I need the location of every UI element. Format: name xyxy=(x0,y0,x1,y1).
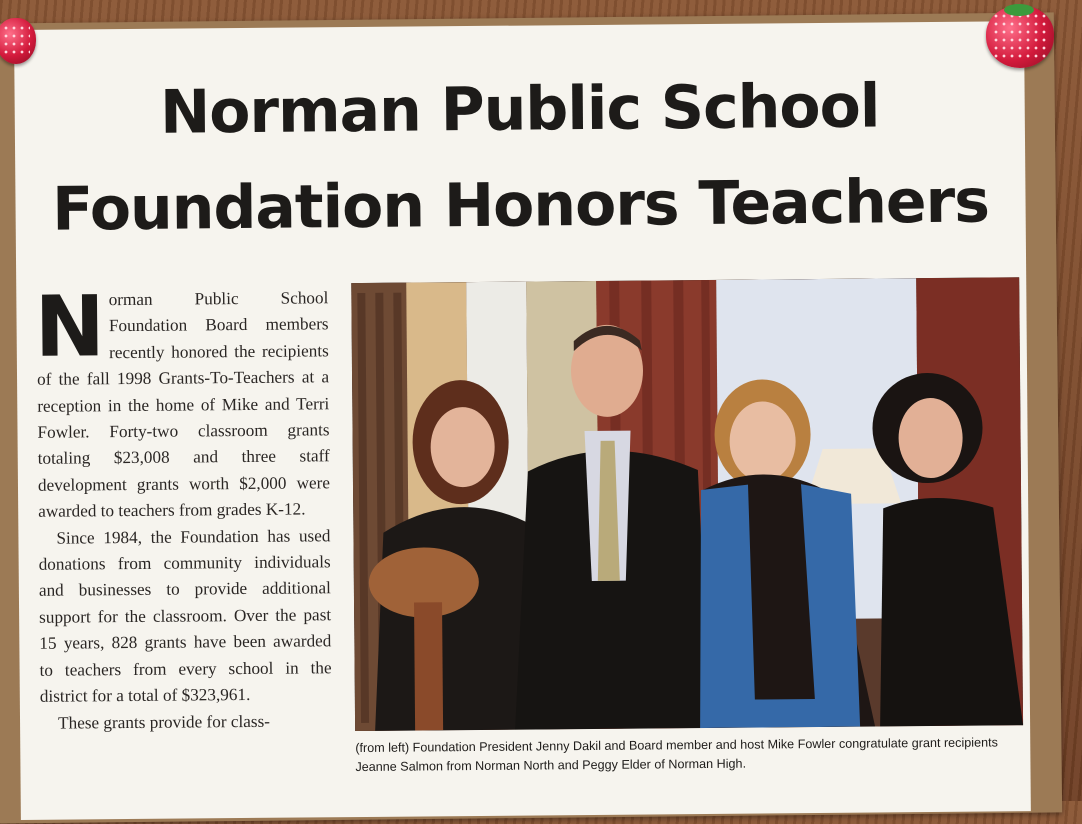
headline-line-2: Foundation Honors Teachers xyxy=(51,166,990,245)
paragraph-1-text: orman Public School Foundation Board members recently honored the recipients of the fall 1998 Grants-To-Teachers at a reception in the home of Mike and Terri Fowler. Forty-two classroom grants totaling $23,008 and three staff development grants worth $2,000 were awarded to teachers from grades K-12. xyxy=(36,288,331,522)
paragraph-1 xyxy=(34,277,331,525)
strawberry-leaf-icon xyxy=(1004,4,1034,16)
headline-line-1: Norman Public School xyxy=(159,71,880,148)
headline xyxy=(14,57,1026,258)
group-photo xyxy=(351,277,1023,731)
newspaper-clipping xyxy=(14,21,1031,820)
photo-illustration xyxy=(351,277,1023,731)
article-body xyxy=(34,277,332,736)
paragraph-3: These grants provide for class- xyxy=(57,711,271,733)
paragraph-2: Since 1984, the Foundation has used donations from community individuals and businesses to provide additional support for the classroom. Over the past 15 years, 828 grants have been awarded to teachers from every school in the district for a total of $323,961. xyxy=(38,525,332,706)
drop-cap: N xyxy=(34,277,106,376)
photo-caption: (from left) Foundation President Jenny Dakil and Board member and host Mike Fowler congratulate grant recipients Jeanne Salmon from Norman North and Peggy Elder of Norman High. xyxy=(355,735,998,775)
